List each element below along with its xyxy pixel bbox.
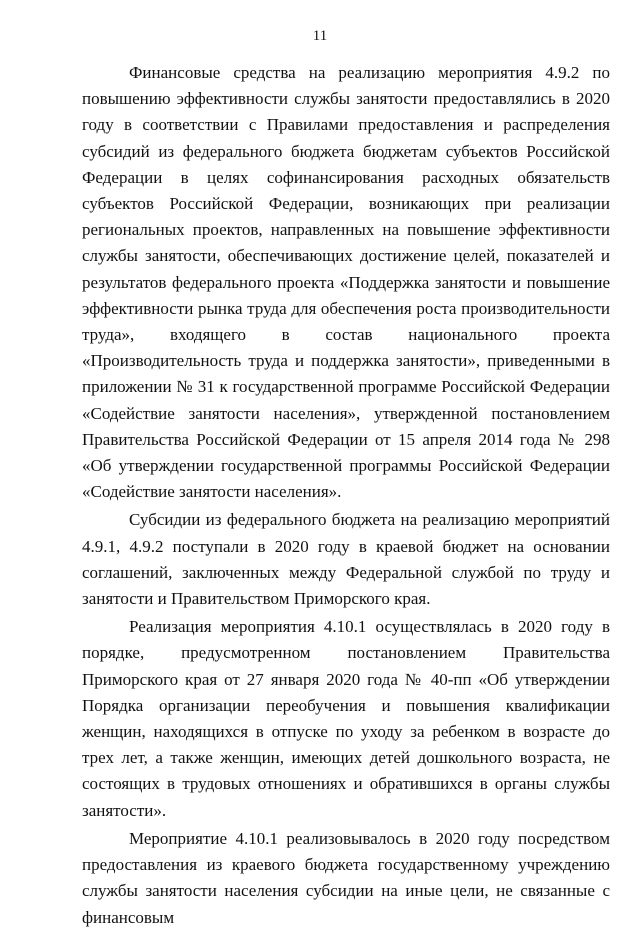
- paragraph-event-4-10-1-procedure: Реализация мероприятия 4.10.1 осуществлялась в 2020 году в порядке, предусмотренном постановлением Правительства Приморского края от 27 января 2020 года № 40-пп «Об утверждении Порядка организации переобучения и повышения квалификации женщин, находящихся в отпуске по уходу за ребенком в возрасте до трех лет, а также женщин, имеющих детей дошкольного возраста, не состоящих в трудовых отношениях и обратившихся в органы службы занятости».: [82, 617, 610, 820]
- paragraph-event-4-10-1-implementation: Мероприятие 4.10.1 реализовывалось в 2020 году посредством предоставления из краевого бюджета государственному учреждению службы занятости населения субсидии на иные цели, не связанные с финансовым: [82, 828, 610, 927]
- document-body: [82, 60, 610, 931]
- paragraph-funding: Финансовые средства на реализацию мероприятия 4.9.2 по повышению эффективности службы занятости предоставлялись в 2020 году в соответствии с Правилами предоставления и распределения субсидий из федерального бюджета бюджетам субъектов Российской Федерации в целях софинансирования расходных обязательств субъектов Российской Федерации, возникающих при реализации региональных проектов, направленных на повышение эффективности службы занятости, обеспечивающих достижение целей, показателей и результатов федерального проекта «Поддержка занятости и повышение эффективности рынка труда для обеспечения роста производительности труда», входящего в состав национального проекта «Производительность труда и поддержка занятости», приведенными в приложении № 31 к государственной программе Российской Федерации «Содействие занятости населения», утвержденной постановлением Правительства Российской Федерации от 15 апреля 2014 года № 298 «Об утверждении государственной программы Российской Федерации «Содействие занятости населения».: [82, 63, 610, 502]
- page-number: 11: [312, 28, 328, 44]
- paragraph-subsidies: Субсидии из федерального бюджета на реализацию мероприятий 4.9.1, 4.9.2 поступали в 2020 году в краевой бюджет на основании соглашений, заключенных между Федеральной службой по труду и занятости и Правительством Приморского края.: [82, 510, 610, 609]
